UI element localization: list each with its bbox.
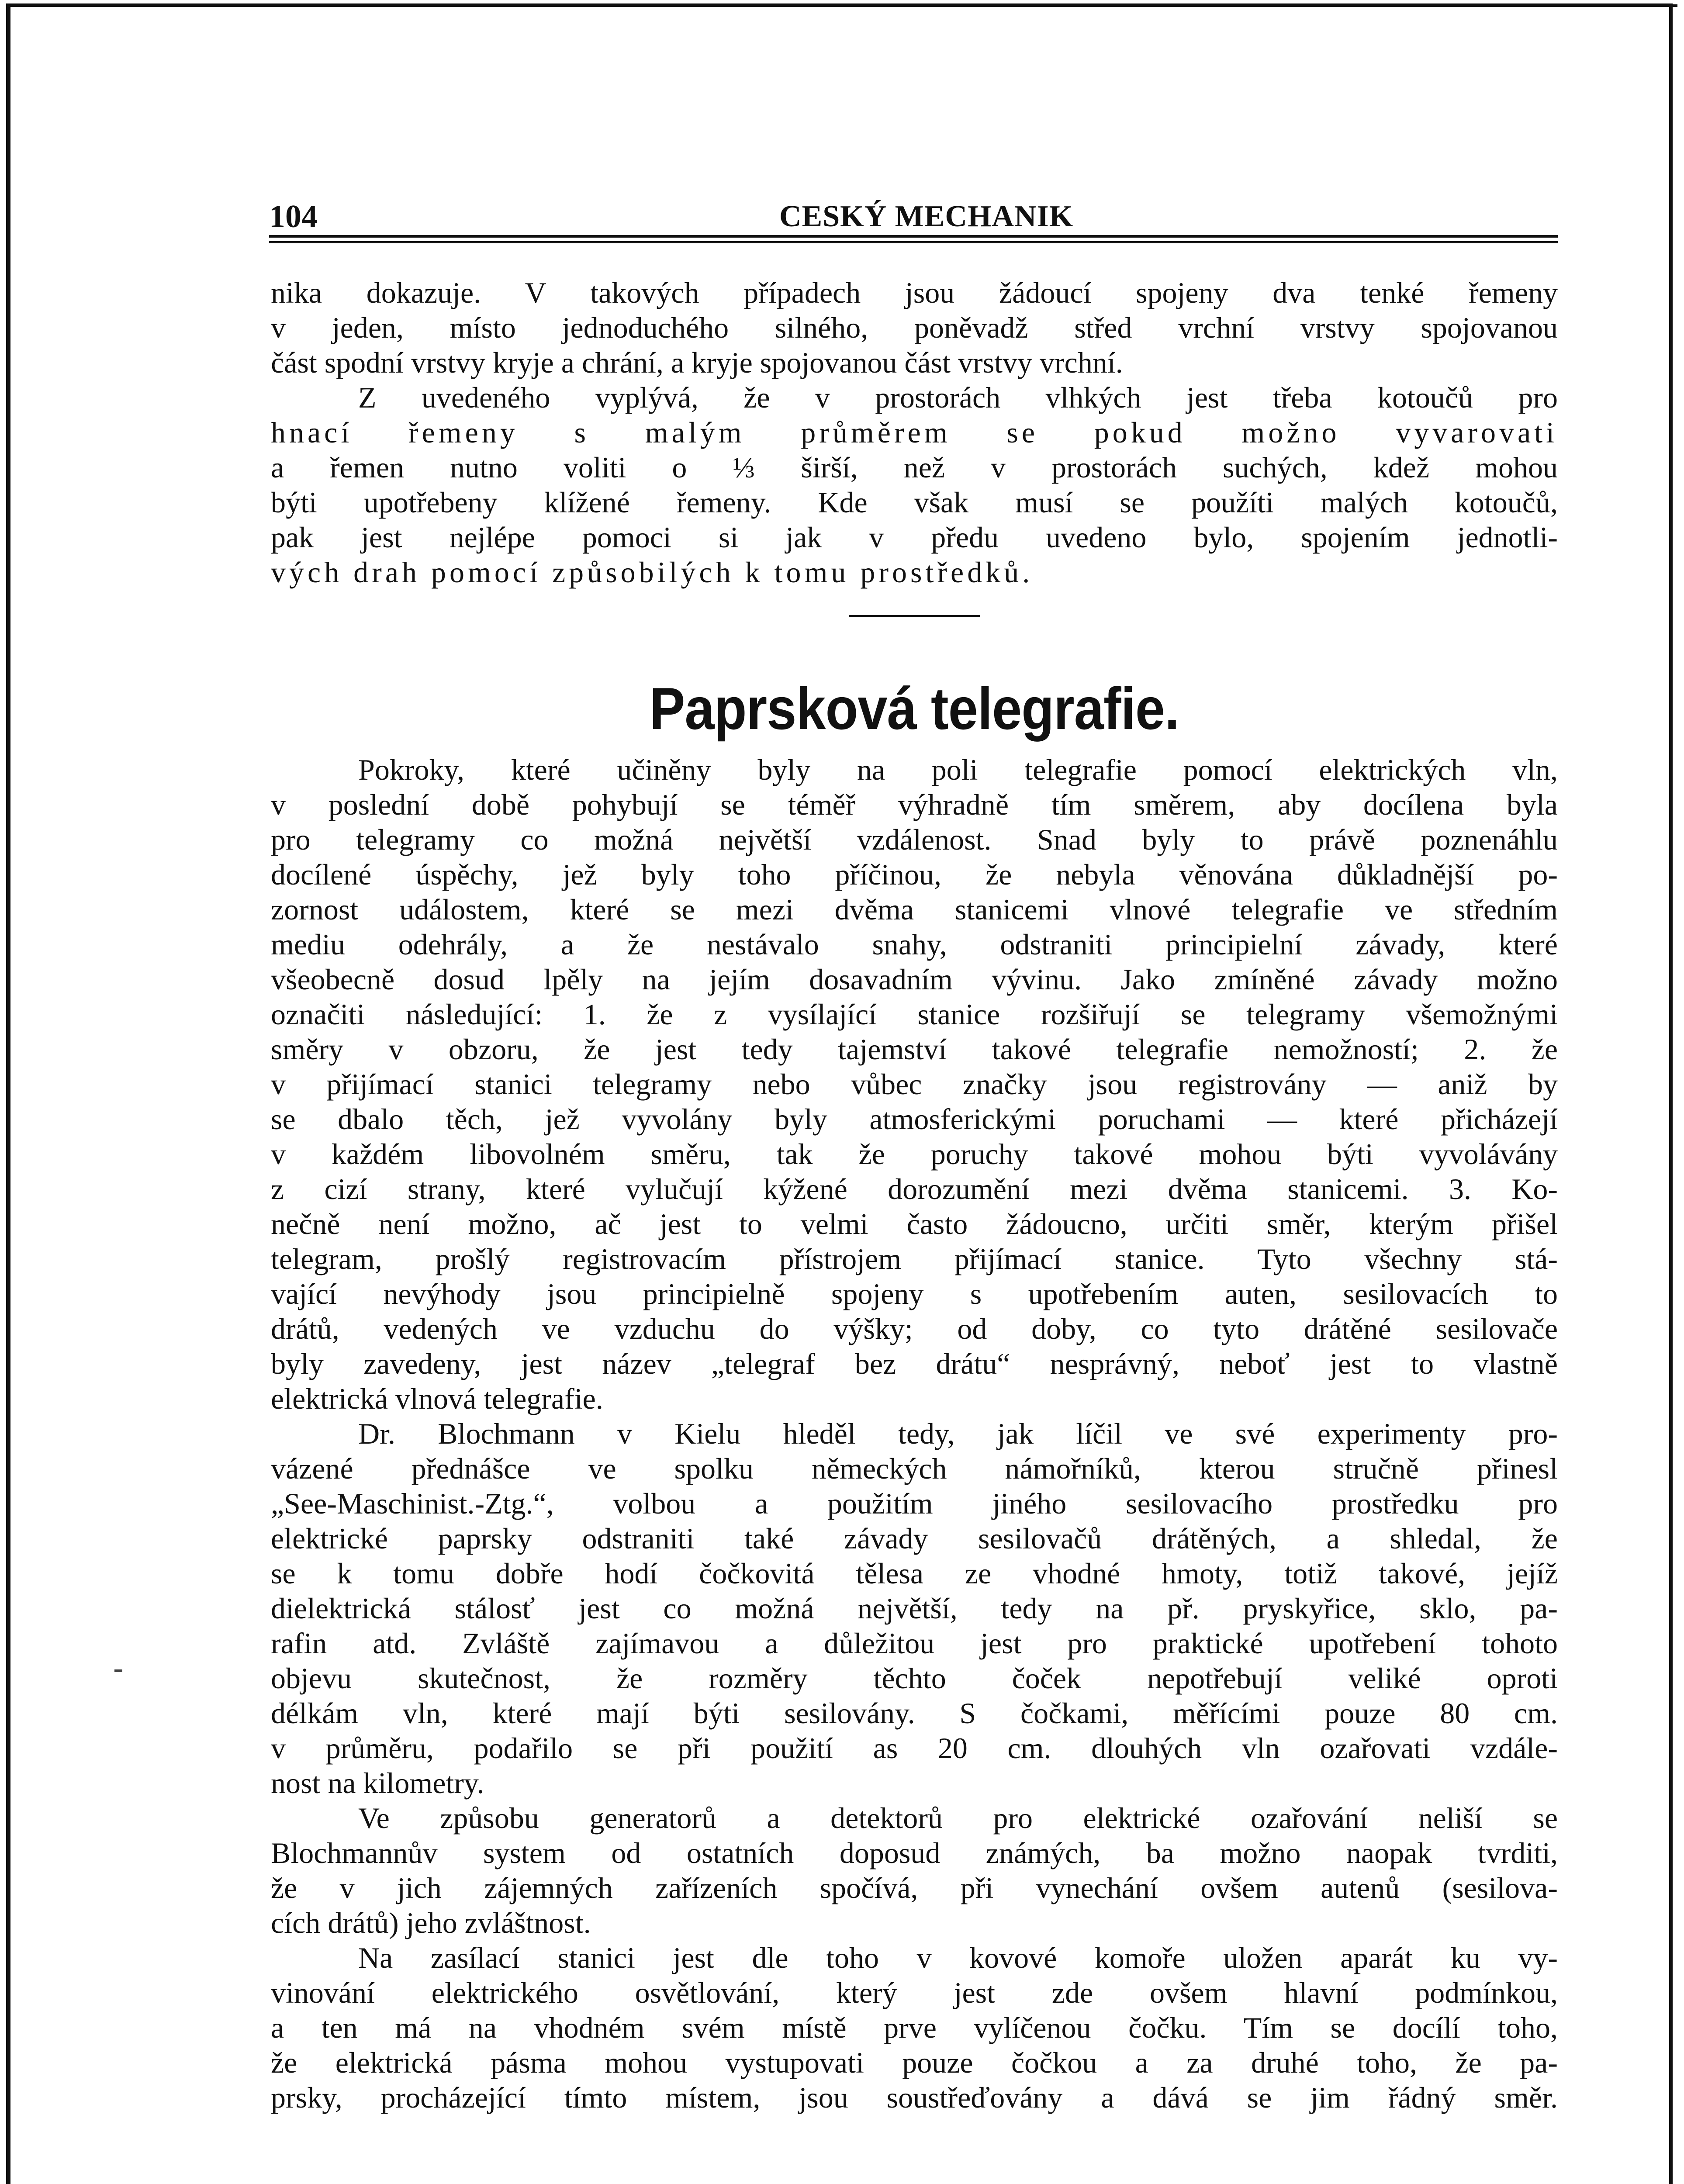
text-line: nečně není možno, ač jest to velmi často žádoucno, určiti směr, kterým přišel: [271, 1207, 1558, 1241]
article-title: Paprsková telegrafie.: [649, 675, 1179, 742]
text-line: drátů, vedených ve vzduchu do výšky; od doby, co tyto drátěné sesilovače: [271, 1312, 1558, 1345]
text-line: vých drah pomocí způsobilých k tomu prostředků.: [271, 556, 1034, 589]
text-line: byly zavedeny, jest název „telegraf bez drátu“ nesprávný, neboť jest to vlastně: [271, 1347, 1558, 1380]
article-body: [271, 752, 1558, 2115]
text-line: se dbalo těch, jež vyvolány byly atmosferickými poruchami — které přicházejí: [271, 1102, 1558, 1136]
text-line: v jeden, místo jednoduchého silného, poněvadž střed vrchní vrstvy spojovanou: [271, 311, 1558, 344]
text-line: telegram, prošlý registrovacím přístrojem přijímací stanice. Tyto všechny stá-: [271, 1242, 1558, 1275]
text-line: část spodní vrstvy kryje a chrání, a kryje spojovanou část vrstvy vrchní.: [271, 346, 1123, 379]
text-line: Dr. Blochmann v Kielu hleděl tedy, jak líčil ve své experimenty pro-: [358, 1417, 1558, 1450]
text-line: cích drátů) jeho zvláštnost.: [271, 1906, 591, 1939]
text-line: se k tomu dobře hodí čočkovitá tělesa ze vhodné hmoty, totiž takové, jejíž: [271, 1557, 1558, 1590]
text-line: „See-Maschinist.-Ztg.“, volbou a použitím jiného sesilovacího prostředku pro: [271, 1487, 1558, 1520]
text-line: mediu odehrály, a že nestávalo snahy, odstraniti principielní závady, které: [271, 928, 1558, 961]
text-line: označiti následující: 1. že z vysílající stanice rozšiřují se telegramy všemožnými: [271, 998, 1558, 1031]
text-line: všeobecně dosud lpěly na jejím dosavadním vývinu. Jako zmíněné závady možno: [271, 963, 1558, 996]
text-line: pro telegramy co možná největší vzdálenost. Snad byly to právě poznenáhlu: [271, 823, 1558, 856]
text-line: nika dokazuje. V takových případech jsou žádoucí spojeny dva tenké řemeny: [271, 276, 1558, 309]
header-rule-bottom: [269, 241, 1558, 243]
text-line: a řemen nutno voliti o ⅓ širší, než v prostorách suchých, kdež mohou: [271, 451, 1558, 484]
text-line: Z uvedeného vyplývá, že v prostorách vlhkých jest třeba kotoučů pro: [358, 381, 1558, 414]
text-line: pak jest nejlépe pomoci si jak v předu uvedeno bylo, spojením jednotli-: [271, 521, 1558, 554]
page-number: 104: [269, 199, 318, 235]
text-line: a ten má na vhodném svém místě prve vylíčenou čočku. Tím se docílí toho,: [271, 2011, 1558, 2044]
text-line: vázené přednášce ve spolku německých námořníků, kterou stručně přinesl: [271, 1452, 1558, 1485]
text-line: v poslední době pohybují se téměř výhradně tím směrem, aby docílena byla: [271, 788, 1558, 821]
text-line: vající nevýhody jsou principielně spojeny s upotřebením auten, sesilovacích to: [271, 1277, 1558, 1310]
text-line: Blochmannův system od ostatních doposud známých, ba možno naopak tvrditi,: [271, 1836, 1558, 1870]
text-line: délkám vln, které mají býti sesilovány. S čočkami, měřícími pouze 80 cm.: [271, 1697, 1558, 1730]
text-line: rafin atd. Zvláště zajímavou a důležitou jest pro praktické upotřebení tohoto: [271, 1627, 1558, 1660]
text-line: nost na kilometry.: [271, 1766, 484, 1800]
text-line: docílené úspěchy, jež byly toho příčinou, že nebyla věnována důkladnější po-: [271, 858, 1558, 891]
text-line: objevu skutečnost, že rozměry těchto čoček nepotřebují veliké oproti: [271, 1662, 1558, 1695]
text-line: v přijímací stanici telegramy nebo vůbec značky jsou registrovány — aniž by: [271, 1068, 1558, 1101]
intro-text: [271, 275, 1558, 590]
text-line: v průměru, podařilo se při použití as 20 cm. dlouhých vln ozařovati vzdále-: [271, 1731, 1558, 1765]
scan-speck: [114, 1669, 122, 1672]
section-divider: [849, 615, 980, 617]
text-line: Pokroky, které učiněny byly na poli telegrafie pomocí elektrických vln,: [358, 753, 1558, 786]
text-line: hnací řemeny s malým průměrem se pokud možno vyvarovati: [271, 416, 1558, 449]
text-line: že v jich zájemných zařízeních spočívá, při vynechání ovšem autenů (sesilova-: [271, 1871, 1558, 1904]
text-line: vinování elektrického osvětlování, který jest zde ovšem hlavní podmínkou,: [271, 1976, 1558, 2009]
text-line: zornost událostem, které se mezi dvěma stanicemi vlnové telegrafie ve středním: [271, 893, 1558, 926]
scan-edge-mark: [1651, 4, 1677, 7]
text-line: dielektrická stálosť jest co možná největší, tedy na př. pryskyřice, sklo, pa-: [271, 1592, 1558, 1625]
text-line: býti upotřebeny klížené řemeny. Kde však musí se použíti malých kotoučů,: [271, 486, 1558, 519]
text-line: z cizí strany, které vylučují kýžené dorozumění mezi dvěma stanicemi. 3. Ko-: [271, 1172, 1558, 1206]
text-line: elektrické paprsky odstraniti také závady sesilovačů drátěných, a shledal, že: [271, 1522, 1558, 1555]
text-line: Na zasílací stanici jest dle toho v kovové komoře uložen aparát ku vy-: [358, 1941, 1558, 1974]
page-content: [271, 275, 1558, 2115]
text-line: elektrická vlnová telegrafie.: [271, 1382, 603, 1415]
page-header: [269, 192, 1558, 236]
text-line: směry v obzoru, že jest tedy tajemství takové telegrafie nemožností; 2. že: [271, 1033, 1558, 1066]
text-line: prsky, procházející tímto místem, jsou soustřeďovány a dává se jim řádný směr.: [271, 2081, 1558, 2114]
text-line: v každém libovolném směru, tak že poruchy takové mohou býti vyvolávány: [271, 1137, 1558, 1171]
text-line: Ve způsobu generatorů a detektorů pro elektrické ozařování neliší se: [358, 1801, 1558, 1835]
running-title: CESKÝ MECHANIK: [779, 200, 1074, 233]
header-rule-top: [269, 235, 1558, 238]
text-line: že elektrická pásma mohou vystupovati pouze čočkou a za druhé toho, že pa-: [271, 2046, 1558, 2079]
